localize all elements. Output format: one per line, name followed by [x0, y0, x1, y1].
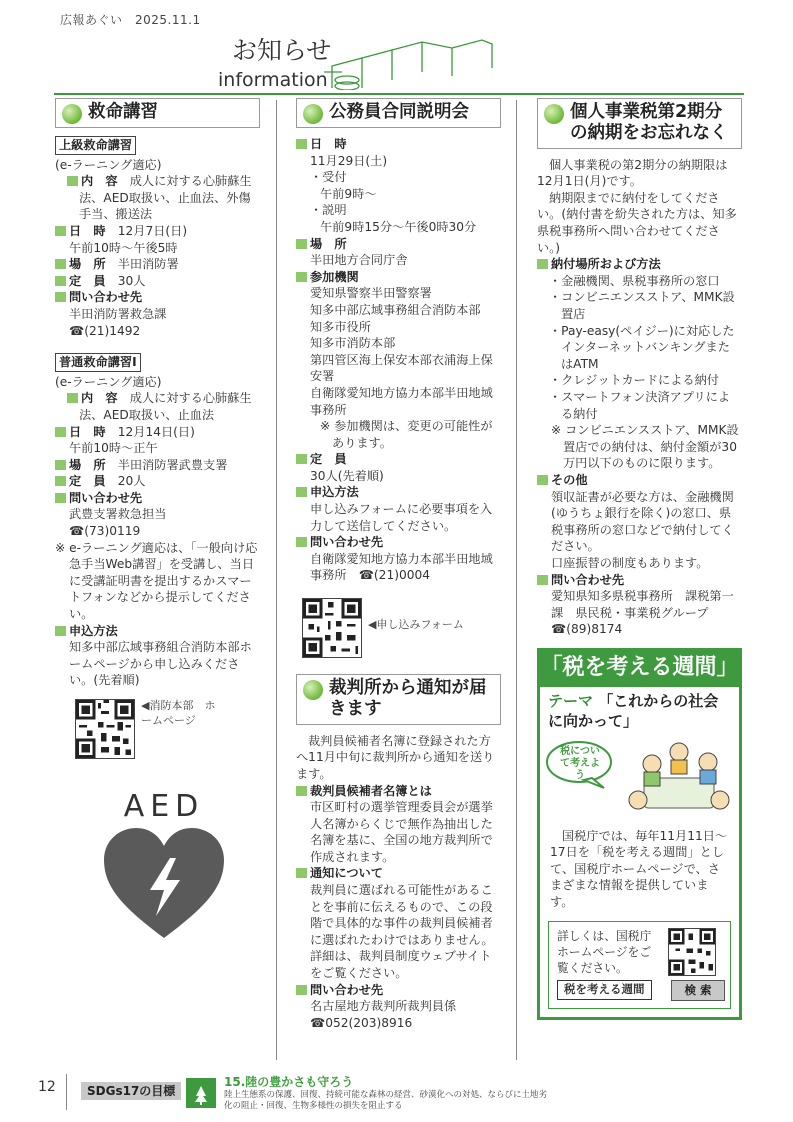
label: 定 員	[310, 452, 347, 467]
search-button[interactable]: 検 索	[671, 980, 725, 1001]
bullet-square-icon	[296, 537, 307, 547]
bullet-square-icon	[296, 139, 307, 149]
tax-week-box	[537, 648, 742, 1020]
value: 午前9時15分～午後0時30分	[320, 219, 477, 234]
list-item: ・スマートフォン決済アプリによる納付	[549, 390, 731, 421]
issue-date: 広報あぐい 2025.11.1	[60, 13, 201, 27]
list-item: ・コンビニエンスストア、MMK設置店	[549, 290, 735, 322]
lifesaving-course-section	[55, 98, 260, 944]
section-header	[296, 98, 501, 128]
bullet-square-icon	[55, 493, 66, 503]
label: ・説明	[310, 203, 347, 218]
section-title: 裁判所から通知が届きます	[329, 678, 487, 720]
tax-week-body: 国税庁では、毎年11月11日～17日を「税を考える週間」として、国税庁ホームページで、さまざまな情報を提供しています。	[550, 828, 728, 909]
paragraph: 個人事業税の第2期分の納期限は12月1日(月)です。	[537, 157, 728, 189]
bullet-square-icon	[55, 626, 66, 636]
business-tax-section	[537, 98, 742, 1020]
label: 申込方法	[69, 623, 118, 638]
bullet-square-icon	[67, 176, 78, 186]
section-header	[537, 98, 742, 149]
bullet-square-icon	[55, 460, 66, 470]
footer-divider	[66, 1074, 67, 1110]
value: 30人(先着順)	[310, 468, 384, 483]
detail-text: 詳しくは、国税庁ホームページをご覧ください。	[557, 928, 652, 975]
list-item: ・金融機関、県税事務所の窓口	[549, 273, 720, 288]
column-divider	[276, 100, 277, 1060]
page-title: お知らせ	[232, 36, 332, 65]
tax-week-heading: 「税を考える週間」	[540, 651, 739, 687]
bullet-square-icon	[296, 487, 307, 497]
org-item: 自衛隊愛知地方協力本部半田地域事務所	[310, 385, 493, 417]
label: 日 時	[69, 223, 106, 238]
label: 問い合わせ先	[69, 290, 143, 305]
bullet-square-icon	[55, 259, 66, 269]
sdgs-goal-description: 陸上生態系の保護、回復、持続可能な森林の経営、砂漠化への対処、ならびに土地劣化の阻止・回復、生物多様性の損失を阻止する	[224, 1090, 548, 1111]
value: 市区町村の選挙管理委員会が選挙人名簿からくじで無作為抽出した名簿を基に、全国の地方裁判所で作成されます。	[310, 800, 493, 864]
label: 場 所	[69, 457, 106, 472]
value: 口座振替の制度もあります。	[551, 555, 709, 570]
course-tag: 上級救命講習	[55, 136, 136, 155]
green-dot-icon	[303, 104, 323, 124]
value: 11月29日(土)	[310, 153, 388, 168]
org-item: 愛知県警察半田警察署	[310, 286, 432, 301]
label: 問い合わせ先	[310, 535, 384, 550]
value: 30人	[117, 273, 146, 288]
note: ※ e-ラーニング適応は、「一般向け応急手当Web講習」を受講し、当日に受講証明書を提出するかスマートフォンなどから提示してください。	[55, 540, 258, 622]
green-dot-icon	[303, 680, 323, 700]
label: ・受付	[310, 170, 347, 185]
page-footer	[0, 1074, 793, 1114]
bubble-text: 税について考えよう	[560, 745, 600, 781]
column-divider	[516, 100, 517, 1060]
qr-caption: ◀申し込みフォーム	[368, 618, 464, 632]
value: 武豊支署救急担当	[69, 507, 167, 522]
elearning-note: (e-ラーニング適応)	[55, 374, 162, 389]
sdgs-goal-15-icon	[186, 1078, 216, 1108]
label: 場 所	[69, 257, 106, 272]
label: 納付場所および方法	[551, 257, 661, 272]
value: 裁判員に選ばれる可能性があることを事前に伝えるもので、この段階で具体的な事件の裁判員候補者に選ばれたわけではありません。	[310, 883, 494, 947]
label: 場 所	[310, 236, 347, 251]
sdgs-goal-title: 15.陸の豊かさも守ろう	[224, 1075, 354, 1089]
tax-week-theme	[540, 687, 739, 732]
value: 名古屋地方裁判所裁判員係	[310, 999, 457, 1014]
value: 申し込みフォームに必要事項を入力して送信してください。	[310, 502, 493, 533]
page-subtitle: information	[218, 69, 328, 91]
green-dot-icon	[544, 104, 564, 124]
label: 問い合わせ先	[69, 490, 143, 505]
org-item: 知多市役所	[310, 319, 371, 334]
label: その他	[551, 472, 588, 487]
label: 定 員	[69, 273, 106, 288]
section-title: 救命講習	[88, 102, 158, 122]
label: 申込方法	[310, 485, 359, 500]
list-item: ・クレジットカードによる納付	[549, 373, 719, 388]
value: 自衛隊愛知地方協力本部半田地域事務所 ☎(21)0004	[310, 551, 493, 583]
value: 詳細は、裁判員制度ウェブサイトをご覧ください。	[310, 949, 492, 981]
label: 内 容	[81, 391, 118, 406]
section-header	[55, 98, 260, 128]
note: ※ 参加機関は、変更の可能性があります。	[320, 419, 493, 450]
heart-lightning-icon	[104, 828, 224, 940]
building-line-art	[322, 28, 502, 90]
phone: ☎ (21)1492	[55, 323, 260, 340]
list-item: ・Pay-easy(ペイジー)に対応したインターネットバンキングまたはATM	[549, 323, 735, 371]
section-title: 公務員合同説明会	[329, 102, 469, 122]
value: 20人	[117, 474, 146, 489]
phone: ☎ 052(203)8916	[296, 1015, 501, 1032]
course-tag: 普通救命講習Ⅰ	[55, 353, 141, 372]
value: 半田消防署救急課	[69, 306, 167, 321]
org-item: 知多中部広域事務組合消防本部	[310, 302, 481, 317]
label: 定 員	[69, 474, 106, 489]
header-rule	[54, 93, 744, 95]
sdgs-label: SDGs17の目標	[81, 1082, 181, 1100]
bullet-square-icon	[296, 786, 307, 796]
bullet-square-icon	[296, 272, 307, 282]
qr-code-icon[interactable]	[75, 699, 135, 759]
bullet-square-icon	[67, 393, 78, 403]
section-title: 個人事業税第2期分の納期をお忘れなく	[570, 102, 728, 144]
section-header	[296, 674, 501, 725]
bullet-square-icon	[537, 475, 548, 485]
elearning-note: (e-ラーニング適応)	[55, 157, 162, 172]
bullet-square-icon	[537, 259, 548, 269]
value: 12月7日(日)	[117, 223, 188, 238]
bullet-square-icon	[296, 985, 307, 995]
value: 成人に対する心肺蘇生法、AED取扱い、止血法	[79, 391, 252, 422]
label: 日 時	[69, 424, 106, 439]
paragraph: 納期限までに納付をしてください。(納付書を紛失された方は、知多県税事務所へ問い合わせてください。)	[537, 190, 737, 255]
bullet-square-icon	[55, 226, 66, 236]
value: 午前10時～午後5時	[69, 240, 178, 255]
value: 愛知県知多県税事務所 課税第一課 県民税・事業税グループ	[551, 589, 734, 620]
search-term-box[interactable]: 税を考える週間	[557, 980, 652, 1000]
value: 午前10時～正午	[69, 441, 158, 456]
qr-code-icon[interactable]	[668, 928, 716, 976]
bullet-square-icon	[296, 868, 307, 878]
qr-caption: ◀消防本部 ホームページ	[141, 699, 216, 727]
label: 裁判員候補者名簿とは	[310, 783, 432, 798]
label: 参加機関	[310, 269, 359, 284]
label: 問い合わせ先	[310, 982, 384, 997]
label: 日 時	[310, 137, 347, 151]
qr-code-icon[interactable]	[302, 598, 362, 658]
bullet-square-icon	[55, 427, 66, 437]
theme-label: テーマ	[548, 691, 594, 710]
value: 半田消防署	[117, 257, 179, 272]
bullet-square-icon	[537, 575, 548, 585]
page-number: 12	[38, 1079, 56, 1095]
value: 知多中部広域事務組合消防本部ホームページから申し込みください。(先着順)	[69, 640, 252, 688]
aed-logo	[99, 787, 229, 944]
value: 12月14日(日)	[117, 424, 195, 439]
phone: ☎ (73)0119	[55, 523, 260, 540]
illustration	[540, 732, 739, 824]
bullet-square-icon	[296, 239, 307, 249]
bullet-square-icon	[55, 276, 66, 286]
value: 成人に対する心肺蘇生法、AED取扱い、止血法、外傷手当、搬送法	[79, 174, 252, 222]
bullet-square-icon	[55, 292, 66, 302]
note: ※ コンビニエンスストア、MMK設置店での納付は、納付金額が30万円以下のものに限ります。	[551, 423, 739, 471]
value: 午前9時～	[320, 186, 377, 201]
label: 内 容	[81, 174, 118, 189]
children-at-table-icon	[624, 734, 734, 822]
label: 問い合わせ先	[551, 572, 625, 587]
civil-service-fair-section	[296, 98, 501, 1031]
label: 通知について	[310, 866, 383, 881]
green-dot-icon	[62, 104, 82, 124]
aed-label: AED	[123, 789, 205, 824]
value: 領収証書が必要な方は、金融機関(ゆうちょ銀行を除く)の窓口、県税事務所の窓口などで納付してください。	[551, 489, 734, 554]
org-item: 知多市消防本部	[310, 336, 396, 351]
bullet-square-icon	[55, 476, 66, 486]
org-item: 第四管区海上保安本部衣浦海上保安署	[310, 352, 493, 384]
value: 半田消防署武豊支署	[117, 457, 228, 472]
bullet-square-icon	[296, 454, 307, 464]
theme-text: 「これからの社会に向かって」	[548, 691, 719, 731]
value: 半田地方合同庁舎	[310, 253, 408, 268]
paragraph: 裁判員候補者名簿に登録された方へ11月中旬に裁判所から通知を送ります。	[296, 733, 495, 781]
tax-detail-box	[548, 921, 731, 1009]
phone: ☎ (89)8174	[537, 621, 742, 638]
